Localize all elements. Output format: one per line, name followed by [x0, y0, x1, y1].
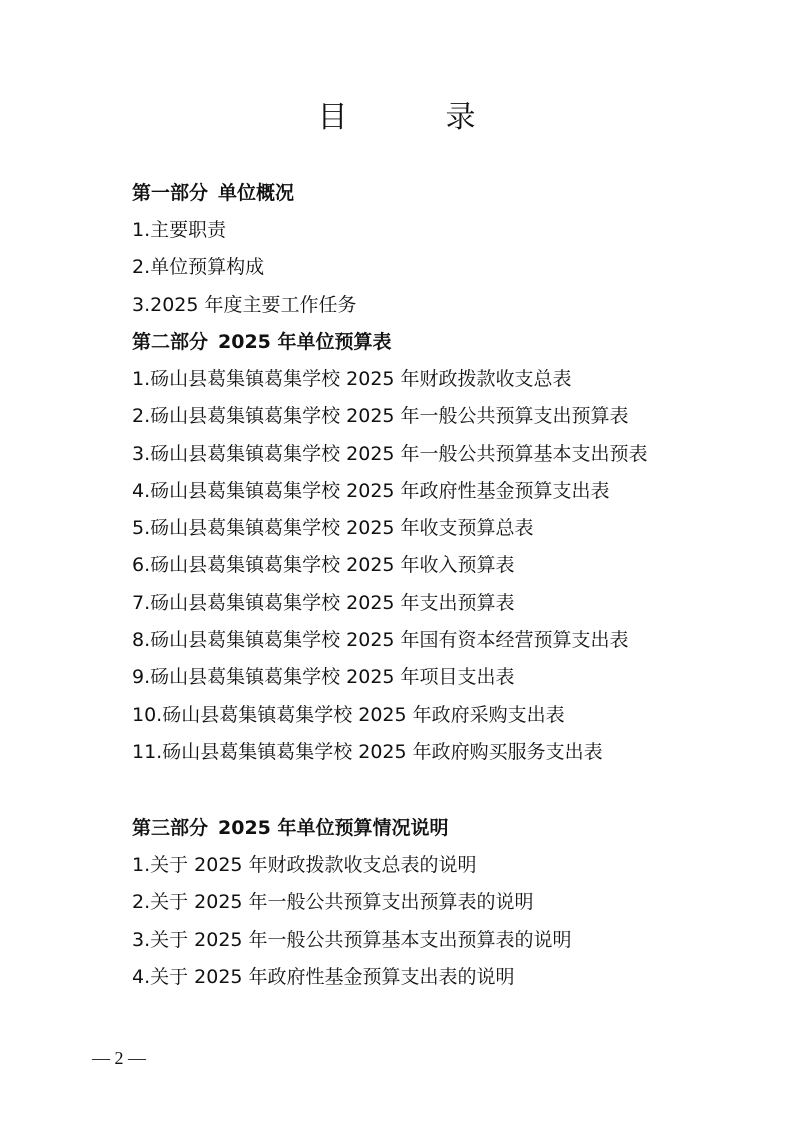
toc-part-3	[132, 810, 753, 996]
toc-item[interactable]: 11.砀山县葛集镇葛集学校 2025 年政府购买服务支出表	[132, 740, 603, 763]
toc-item[interactable]: 6.砀山县葛集镇葛集学校 2025 年收入预算表	[132, 554, 515, 577]
part-title: 单位概况	[218, 182, 295, 204]
toc-item[interactable]: 3.关于 2025 年一般公共预算基本支出预算表的说明	[132, 928, 572, 951]
toc-item[interactable]: 1.主要职责	[132, 219, 227, 241]
part-title: 2025 年单位预算表	[218, 331, 392, 353]
toc-item[interactable]: 1.关于 2025 年财政拨款收支总表的说明	[132, 854, 477, 876]
toc-item[interactable]: 9.砀山县葛集镇葛集学校 2025 年项目支出表	[132, 666, 515, 689]
toc-part-2-heading[interactable]	[132, 324, 753, 361]
toc-item[interactable]: 4.关于 2025 年政府性基金预算支出表的说明	[132, 965, 515, 988]
toc-item[interactable]: 2.关于 2025 年一般公共预算支出预算表的说明	[132, 891, 534, 914]
toc-part-3-heading[interactable]	[132, 810, 753, 847]
toc-item[interactable]: 2.单位预算构成	[132, 256, 265, 279]
toc-item[interactable]: 1.砀山县葛集镇葛集学校 2025 年财政拨款收支总表	[132, 368, 572, 390]
toc-item[interactable]: 8.砀山县葛集镇葛集学校 2025 年国有资本经营预算支出表	[132, 629, 629, 652]
part-label: 第一部分	[132, 182, 209, 204]
toc-item[interactable]: 10.砀山县葛集镇葛集学校 2025 年政府采购支出表	[132, 703, 565, 726]
page-title: 目 录	[317, 100, 510, 135]
toc-part-2	[132, 324, 753, 771]
part-label: 第二部分	[132, 331, 209, 353]
toc-item[interactable]: 3.砀山县葛集镇葛集学校 2025 年一般公共预算基本支出预表	[132, 442, 648, 465]
part-title: 2025 年单位预算情况说明	[218, 817, 449, 839]
toc-item[interactable]: 4.砀山县葛集镇葛集学校 2025 年政府性基金预算支出表	[132, 479, 610, 502]
toc-item[interactable]: 5.砀山县葛集镇葛集学校 2025 年收支预算总表	[132, 517, 534, 540]
toc-part-1	[132, 175, 753, 324]
part-label: 第三部分	[132, 817, 209, 839]
toc-item[interactable]: 3.2025 年度主要工作任务	[132, 293, 357, 316]
toc-part-1-heading[interactable]	[132, 175, 753, 212]
toc-item[interactable]: 2.砀山县葛集镇葛集学校 2025 年一般公共预算支出预算表	[132, 405, 629, 428]
page-number: — 2 —	[92, 1048, 146, 1068]
toc-item[interactable]: 7.砀山县葛集镇葛集学校 2025 年支出预算表	[132, 591, 515, 614]
